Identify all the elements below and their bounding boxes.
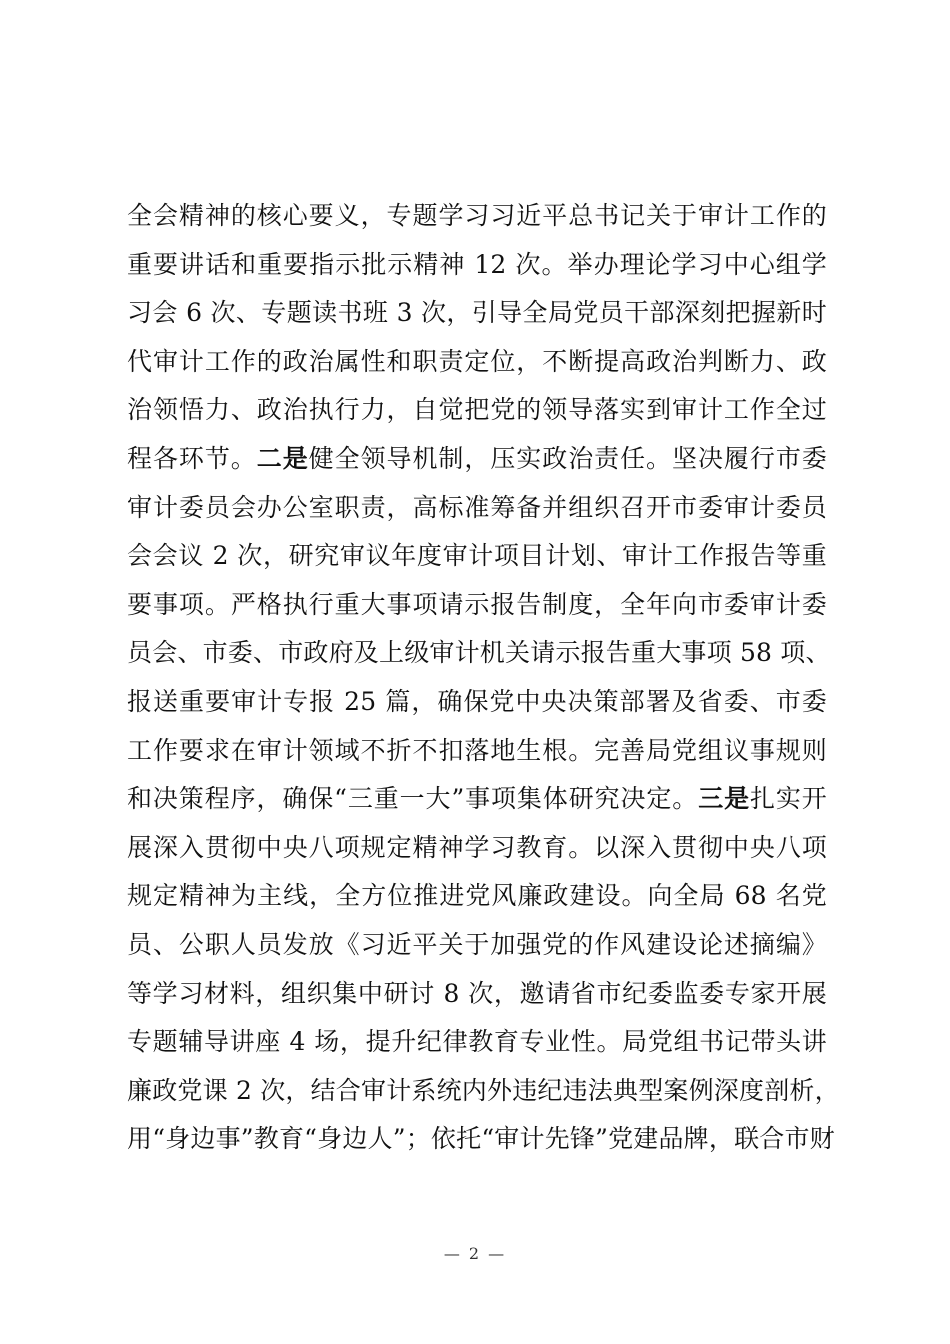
text-segment: 廉政党课 2 次，结合审计系统内外违纪违法典型案例深度剖析，: [127, 1075, 840, 1105]
text-segment: 审计委员会办公室职责，高标准筹备并组织召开市委审计委员: [127, 492, 827, 522]
text-segment: 等学习材料，组织集中研讨 8 次，邀请省市纪委监委专家开展: [127, 978, 827, 1008]
text-segment: 展深入贯彻中央八项规定精神学习教育。以深入贯彻中央八项: [127, 832, 827, 862]
text-segment: 全会精神的核心要义，专题学习习近平总书记关于审计工作的: [127, 201, 827, 230]
text-line-20: [127, 1115, 835, 1164]
text-segment: 员会、市委、市政府及上级审计机关请示报告重大事项 58 项、: [127, 638, 831, 668]
text-line-6: [127, 435, 827, 484]
text-segment: 员、公职人员发放《习近平关于加强党的作风建设论述摘编》: [127, 929, 827, 959]
text-line-17: [127, 970, 827, 1019]
text-line-7: [127, 484, 827, 533]
text-segment: 规定精神为主线，全方位推进党风廉政建设。向全局 68 名党: [127, 881, 827, 911]
point-marker-two: 二是: [256, 443, 309, 473]
text-line-13: [127, 775, 827, 824]
text-line-12: [127, 727, 827, 776]
text-segment: 和决策程序，确保“三重一大”事项集体研究决定。: [127, 784, 699, 814]
text-line-3: [127, 289, 827, 338]
text-line-16: [127, 921, 827, 970]
text-segment: 习会 6 次、专题读书班 3 次，引导全局党员干部深刻把握新时: [127, 298, 827, 328]
text-line-9: [127, 581, 827, 630]
text-segment: 代审计工作的政治属性和职责定位，不断提高政治判断力、政: [127, 346, 827, 376]
text-segment: 治领悟力、政治执行力，自觉把党的领导落实到审计工作全过: [127, 395, 827, 425]
text-line-18: [127, 1018, 827, 1067]
text-segment: 用“身边事”教育“身边人”；依托“审计先锋”党建品牌，联合市财: [127, 1124, 835, 1154]
text-line-5: [127, 386, 827, 435]
text-line-14: [127, 824, 827, 873]
text-segment: 重要讲话和重要指示批示精神 12 次。举办理论学习中心组学: [127, 249, 827, 279]
text-line-8: [127, 532, 827, 581]
text-segment: 工作要求在审计领域不折不扣落地生根。完善局党组议事规则: [127, 735, 827, 765]
text-segment: 会会议 2 次，研究审议年度审计项目计划、审计工作报告等重: [127, 541, 827, 571]
text-segment: 扎实开: [750, 784, 827, 814]
text-line-15: [127, 872, 827, 921]
text-line-19: [127, 1067, 840, 1116]
text-line-11: [127, 678, 827, 727]
body-text: [127, 192, 840, 1164]
text-segment: 专题辅导讲座 4 场，提升纪律教育专业性。局党组书记带头讲: [127, 1027, 827, 1057]
text-segment: 程各环节。: [127, 443, 257, 473]
text-line-2: [127, 241, 827, 290]
text-segment: 要事项。严格执行重大事项请示报告制度，全年向市委审计委: [127, 589, 827, 619]
text-line-1: [127, 192, 827, 241]
text-segment: 报送重要审计专报 25 篇，确保党中央决策部署及省委、市委: [127, 686, 827, 716]
text-segment: 健全领导机制，压实政治责任。坚决履行市委: [308, 443, 827, 473]
text-line-4: [127, 338, 827, 387]
text-line-10: [127, 629, 831, 678]
page-number: — 2 —: [443, 1244, 507, 1263]
point-marker-three: 三是: [698, 784, 750, 814]
